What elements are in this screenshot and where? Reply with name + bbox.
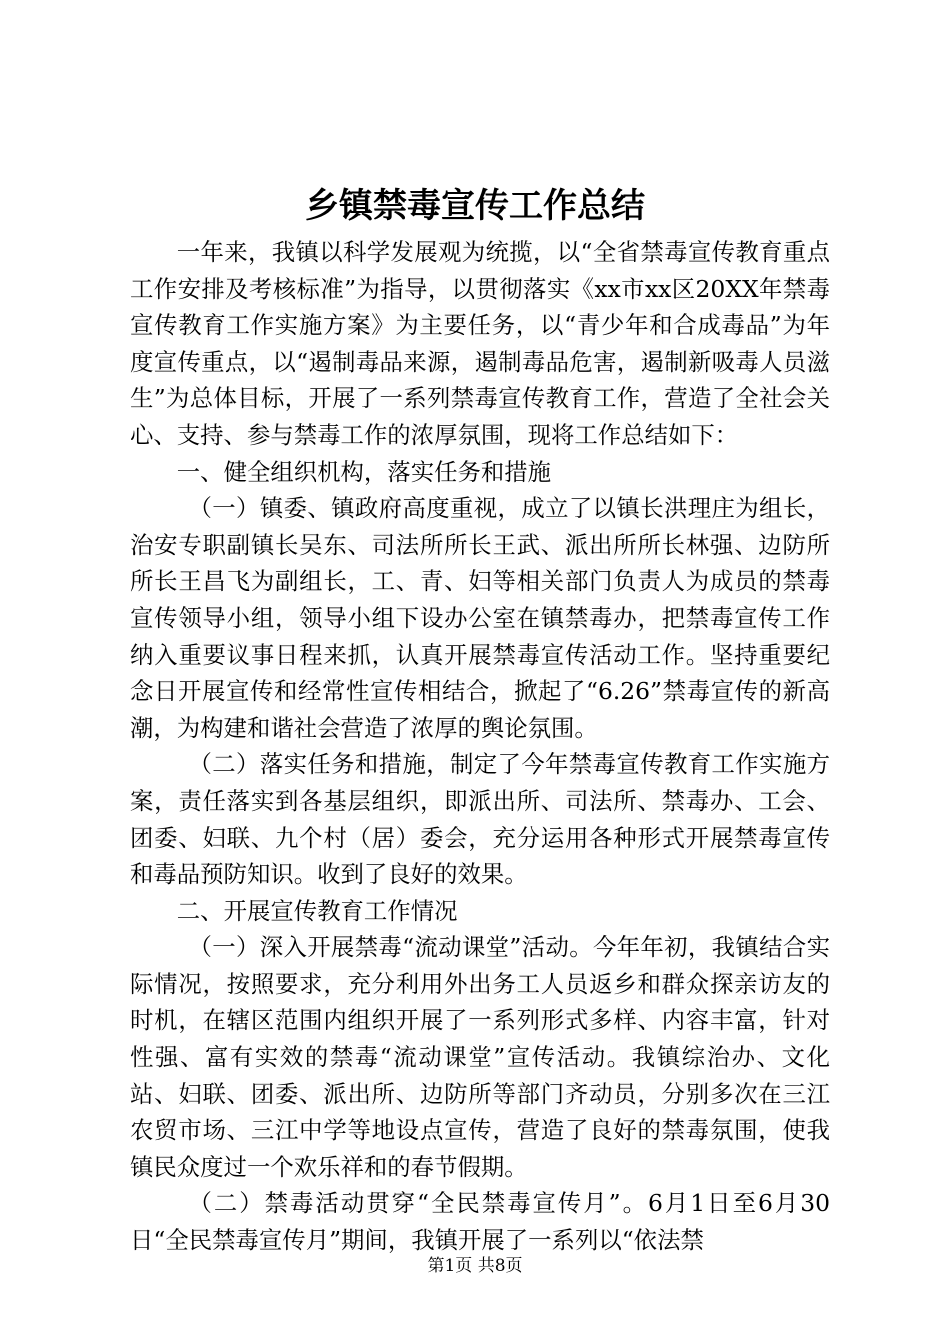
page-footer bbox=[0, 1255, 950, 1277]
page-number: 第1页 共8页 bbox=[427, 1256, 523, 1276]
section-2-item-2: （二）禁毒活动贯穿“全民禁毒宣传月”。6月1日至6月30日“全民禁毒宣传月”期间，我镇开展了一系列以“依法禁 bbox=[130, 1189, 830, 1255]
document-title: 乡镇禁毒宣传工作总结 bbox=[305, 186, 645, 226]
section-heading-2: 二、开展宣传教育工作情况 bbox=[176, 896, 458, 925]
document-body bbox=[130, 234, 830, 1259]
section-1-item-2: （二）落实任务和措施，制定了今年禁毒宣传教育工作实施方案，责任落实到各基层组织，即派出所、司法所、禁毒办、工会、团委、妇联、九个村（居）委会，充分运用各种形式开展禁毒宣传和毒品预防知识。收到了良好的效果。 bbox=[130, 750, 830, 889]
section-2-item-1: （一）深入开展禁毒“流动课堂”活动。今年年初，我镇结合实际情况，按照要求，充分利用外出务工人员返乡和群众探亲访友的时机，在辖区范围内组织开展了一系列形式多样、内容丰富，针对性强、富有实效的禁毒“流动课堂”宣传活动。我镇综治办、文化站、妇联、团委、派出所、边防所等部门齐动员，分别多次在三江农贸市场、三江中学等地设点宣传，营造了良好的禁毒氛围，使我镇民众度过一个欢乐祥和的春节假期。 bbox=[130, 933, 830, 1181]
intro-paragraph: 一年来，我镇以科学发展观为统揽，以“全省禁毒宣传教育重点工作安排及考核标准”为指导，以贯彻落实《xx市xx区20XX年禁毒宣传教育工作实施方案》为主要任务，以“青少年和合成毒品”为年度宣传重点，以“遏制毒品来源，遏制毒品危害，遏制新吸毒人员滋生”为总体目标，开展了一系列禁毒宣传教育工作，营造了全社会关心、支持、参与禁毒工作的浓厚氛围，现将工作总结如下： bbox=[130, 238, 830, 449]
section-1-item-1: （一）镇委、镇政府高度重视，成立了以镇长洪理庄为组长，治安专职副镇长吴东、司法所所长王武、派出所所长林强、边防所所长王昌飞为副组长，工、青、妇等相关部门负责人为成员的禁毒宣传领导小组，领导小组下设办公室在镇禁毒办，把禁毒宣传工作纳入重要议事日程来抓，认真开展禁毒宣传活动工作。坚持重要纪念日开展宣传和经常性宣传相结合，掀起了“6.26”禁毒宣传的新高潮，为构建和谐社会营造了浓厚的舆论氛围。 bbox=[130, 494, 830, 742]
section-heading-1: 一、健全组织机构，落实任务和措施 bbox=[176, 457, 552, 486]
